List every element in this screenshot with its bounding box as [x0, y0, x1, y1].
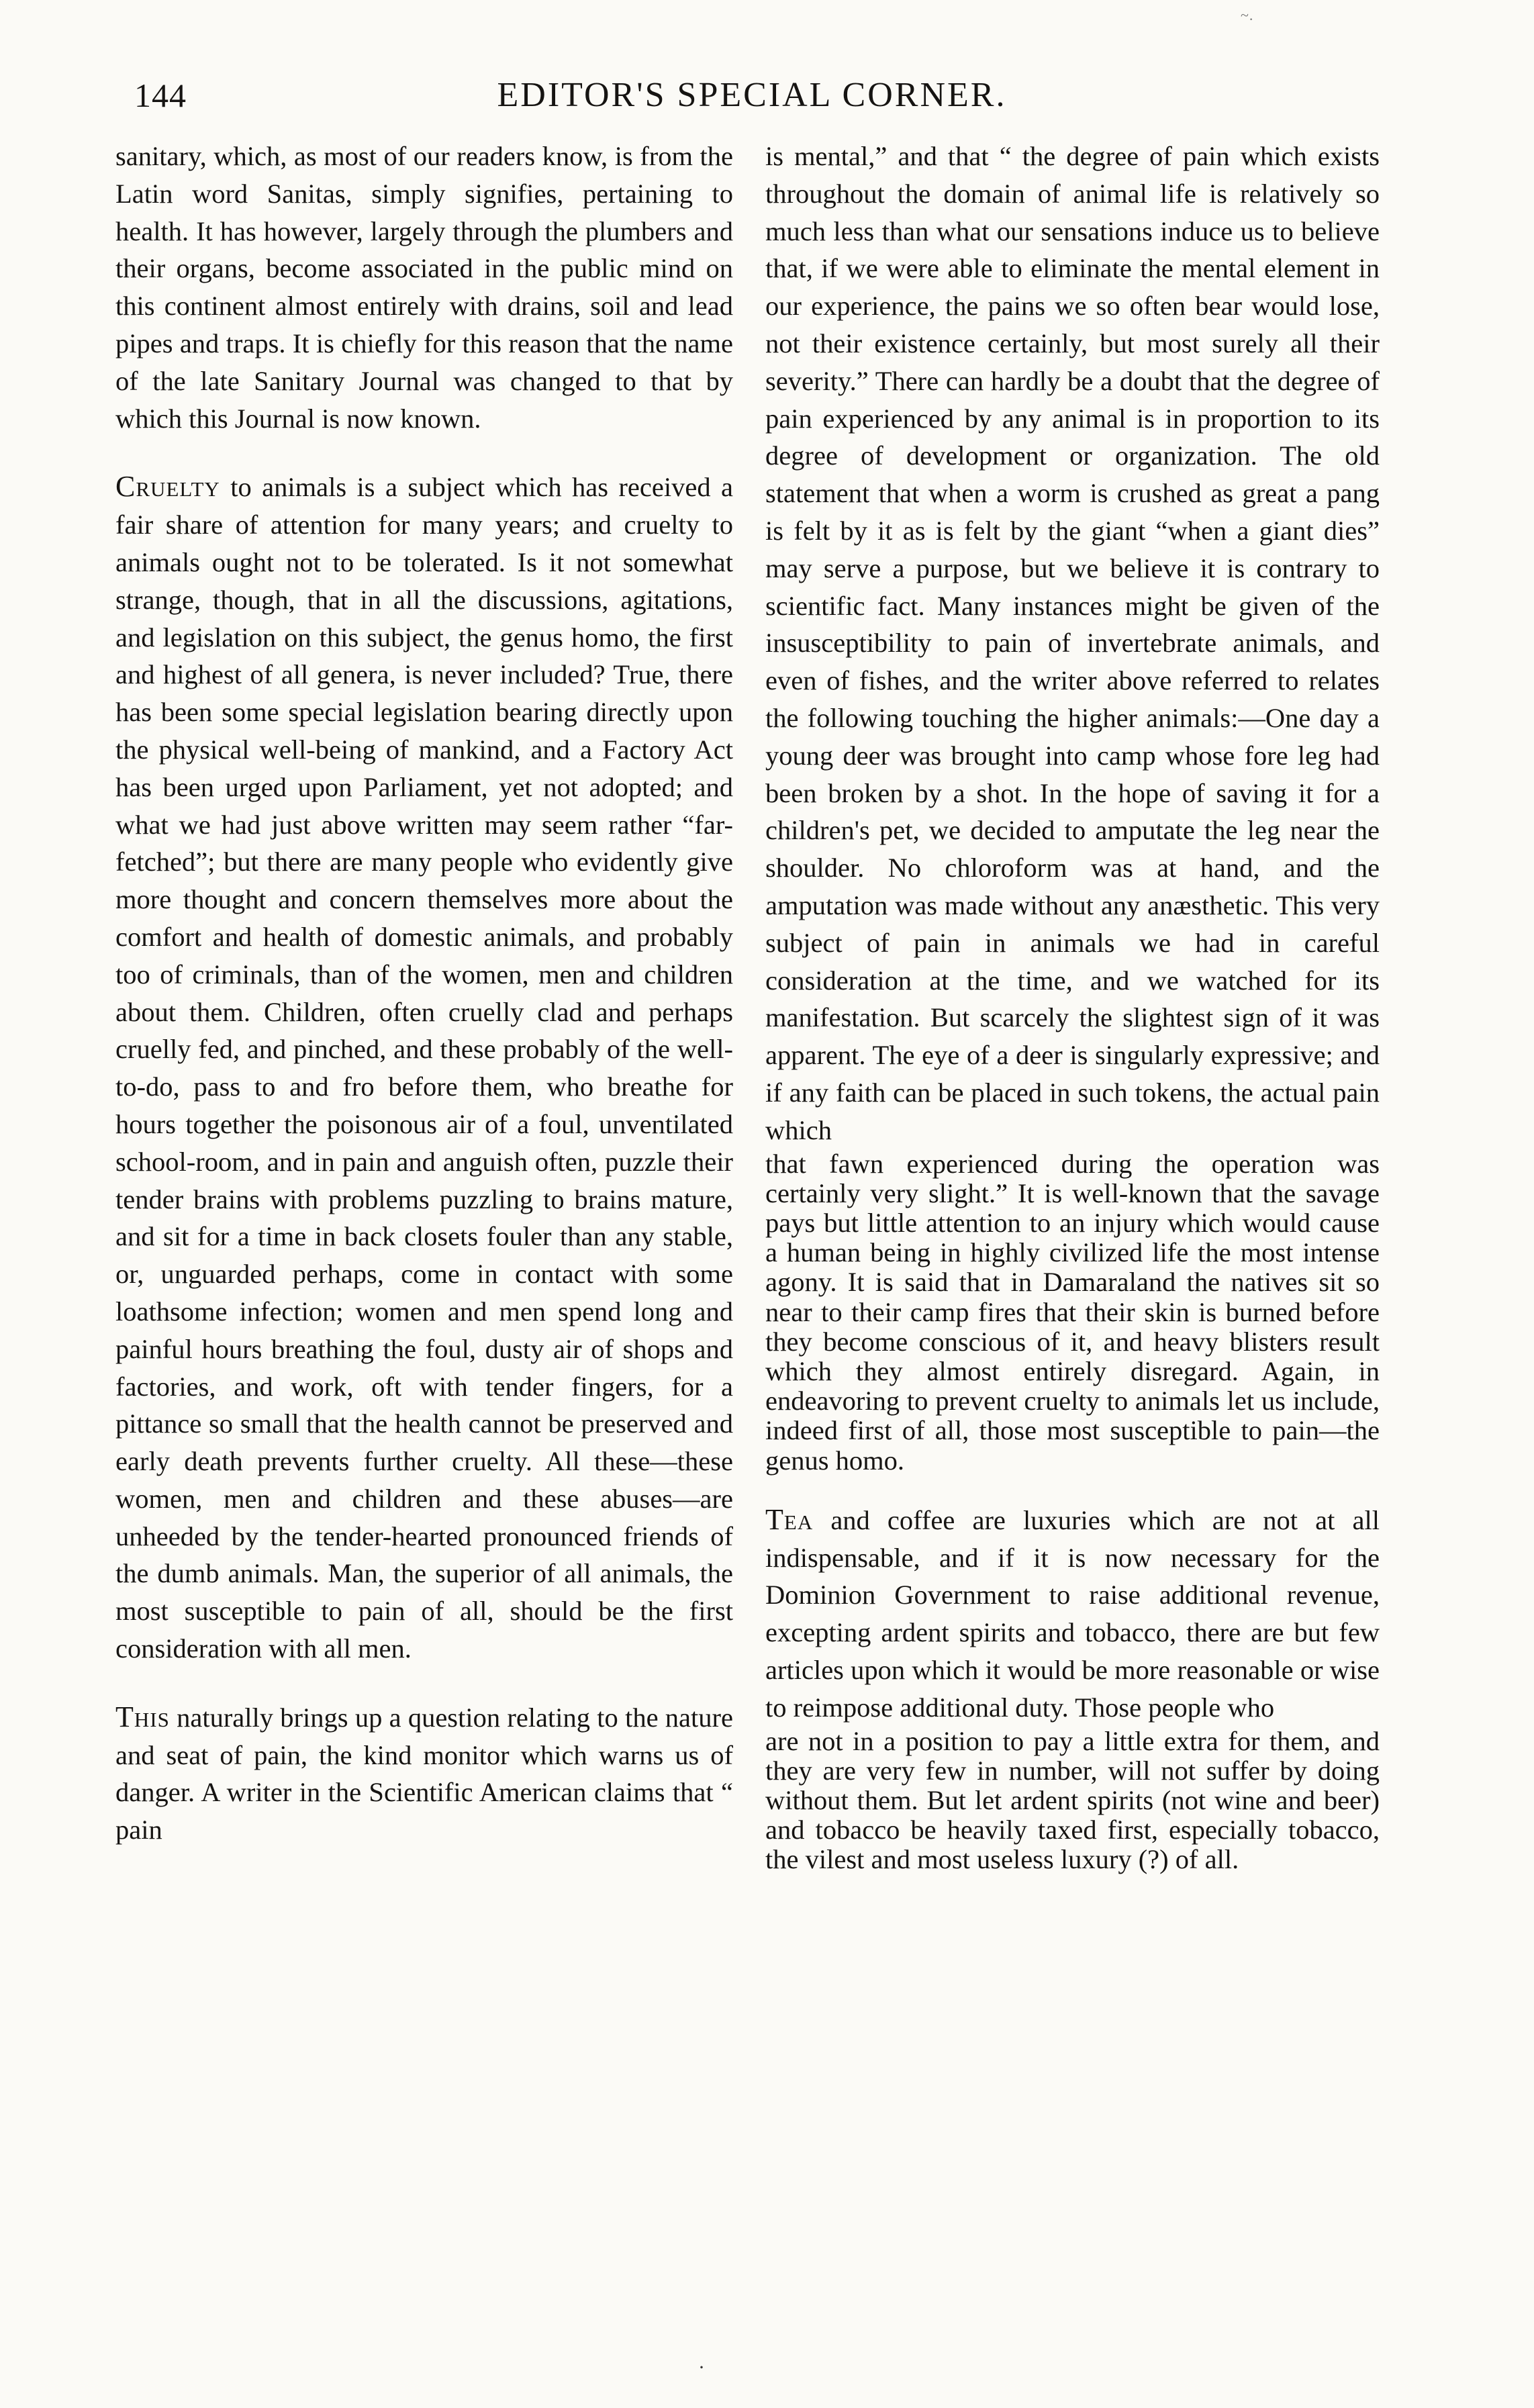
paragraph-tea-coffee-continued: are not in a position to pay a little extra for them, and they are very few in number, will not suffer by doing without them. But let ardent spirits (not wine and beer) and tobacco be heavily taxed first, especially tobacco, the vilest and most useless luxury (?) of all. — [765, 1725, 1380, 1875]
paragraph-pain-continued: that fawn experienced during the operation was certainly very slight.” It is well-known that the savage pays but little attention to an injury which would cause a human being in highly civilized life the most intense agony. It is said that in Damaraland the natives sit so near to their camp fires that their skin is burned before they become conscious of it, and heavy blisters result which they almost entirely disregard. Again, in endeavoring to prevent cruelty to animals let us include, indeed first of all, those most susceptible to pain—the genus homo. — [765, 1148, 1380, 1476]
paragraph-sanitas: sanitary, which, as most of our readers know, is from the Latin word Sanitas, simply signifies, pertaining to health. It has however, largely through the plumbers and their organs, become associated in the public mind on this continent almost entirely with drains, soil and lead pipes and traps. It is chiefly for this reason that the name of the late Sanitary Journal was changed to that by which this Journal is now known. — [115, 141, 733, 434]
corner-mark: ~. — [1241, 7, 1254, 23]
paragraph-cruelty — [115, 468, 733, 1668]
bottom-mark: · — [698, 2356, 705, 2378]
paragraph-pain-mental — [765, 138, 1380, 1149]
paragraph-lead-word: Tea — [765, 1502, 814, 1536]
page-header — [0, 75, 1534, 122]
paragraph-body: is mental,” and that “ the degree of pain which exists throughout the domain of animal life is relatively so much less than what our sensations induce us to believe that, if we were able to eliminate the mental element in our experience, the pains we so often bear would lose, not their existence certainly, but most surely all their severity.” There can hardly be a doubt that the degree of pain experienced by any animal is in proportion to its degree of development or organization. The old statement that when a worm is crushed as great a pang is felt by it as is felt by the giant “when a giant dies” may serve a purpose, but we believe it is contrary to scientific fact. Many instances might be given of the insusceptibility to pain of invertebrate animals, and even of fishes, and the writer above referred to relates the following touching the higher animals:—One day a young deer was brought into camp whose fore leg had been broken by a shot. In the hope of saving it for a children's pet, we decided to amputate the leg near the shoulder. No chloroform was at hand, and the amputation was made without any anæsthetic. This very subject of pain in animals we had in careful consideration at the time, and we watched for its manifestation. But scarcely the slightest sign of it was apparent. The eye of a deer is singularly expressive; and if any faith can be placed in such tokens, the actual pain which — [765, 141, 1380, 1145]
left-column — [115, 138, 733, 1849]
paragraph-pain-question — [115, 1698, 733, 1849]
right-column — [765, 138, 1380, 1875]
page-number: 144 — [134, 77, 187, 114]
paragraph-body: naturally brings up a question relating to the nature and seat of pain, the kind monitor which warns us of danger. A writer in the Scientific American claims that “ pain — [115, 1702, 733, 1845]
paragraph-lead-word: Cruelty — [115, 470, 220, 503]
paragraph-body: and coffee are luxuries which are not at all indispensable, and if it is now necessary for the Dominion Government to raise additional revenue, excepting ardent spirits and tobacco, there are but few articles upon which it would be more reasonable or wise to reimpose additional duty. Those people who — [765, 1504, 1380, 1723]
running-head: EDITOR'S SPECIAL CORNER. — [497, 76, 1007, 114]
paragraph-tea-coffee — [765, 1501, 1380, 1727]
paragraph-body: to animals is a subject which has received a fair share of attention for many years; and cruelty to animals ought not to be tolerated. Is it not somewhat strange, though, that in all the discussions, agitations, and legislation on this subject, the genus homo, the first and highest of all genera, is never included? True, there has been some special legislation bearing directly upon the physical well-being of mankind, and a Factory Act has been urged upon Parliament, yet not adopted; and what we had just above written may seem rather “far-fetched”; but there are many people who evidently give more thought and concern themselves more about the comfort and health of domestic animals, and probably too of criminals, than of the women, men and children about them. Children, often cruelly clad and perhaps cruelly fed, and pinched, and these probably of the well-to-do, pass to and fro before them, who breathe for hours together the poisonous air of a foul, unventilated school-room, and in pain and anguish often, puzzle their tender brains with problems puzzling to brains mature, and sit for a time in back closets fouler than any stable, or, unguarded perhaps, come in contact with some loathsome infection; women and men spend long and painful hours breathing the foul, dusty air of shops and factories, and work, oft with tender fingers, for a pittance so small that the health cannot be preserved and early death prevents further cruelty. All these—these women, men and children and these abuses—are unheeded by the tender-hearted pronounced friends of the dumb animals. Man, the superior of all animals, the most susceptible to pain of all, should be the first consideration with all men. — [115, 472, 733, 1664]
paragraph-lead-word: This — [115, 1700, 170, 1733]
